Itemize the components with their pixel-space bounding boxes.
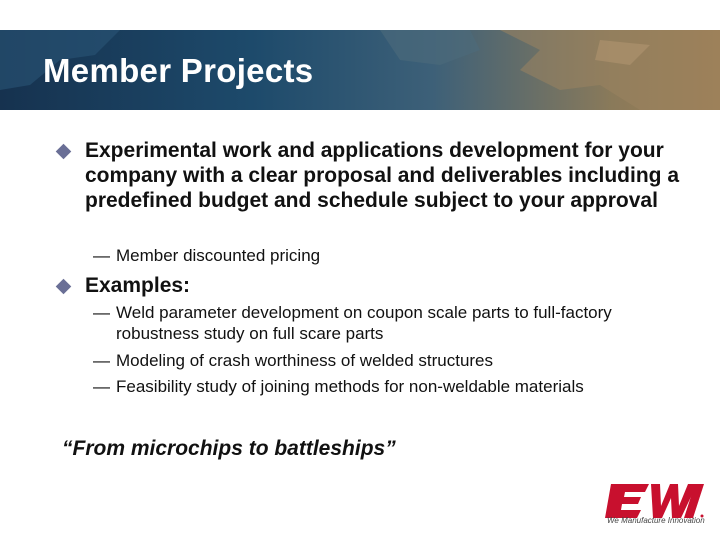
bullet-text: Experimental work and applications development for your company with a clear proposal and deliverables including a predefined budget and schedule subject to your approval (85, 139, 679, 212)
diamond-bullet-icon (56, 144, 72, 160)
sub-bullet-item (88, 376, 688, 397)
bullet-item (58, 138, 698, 213)
dash-marker: — (93, 246, 110, 265)
sub-bullet-item (88, 245, 688, 266)
quote-text: “From microchips to battleships” (62, 437, 396, 460)
sub-bullet-text: Weld parameter development on coupon scale parts to full-factory robustness study on full scare parts (116, 303, 612, 343)
diamond-bullet-icon (56, 279, 72, 295)
dash-marker: — (93, 377, 110, 396)
sub-bullet-item (88, 302, 648, 344)
logo-tagline: We Manufacture Innovation (607, 516, 705, 525)
bullet-item (58, 273, 698, 298)
sub-bullet-text: Feasibility study of joining methods for non-weldable materials (116, 377, 584, 396)
dash-marker: — (93, 303, 110, 322)
sub-bullet-text: Modeling of crash worthiness of welded structures (116, 351, 494, 370)
dash-marker: — (93, 351, 110, 370)
sub-bullet-text: Member discounted pricing (116, 246, 321, 265)
title-banner (0, 30, 720, 110)
slide-title: Member Projects (43, 52, 314, 89)
bullet-text: Examples: (85, 274, 191, 297)
sub-bullet-item (88, 350, 688, 371)
